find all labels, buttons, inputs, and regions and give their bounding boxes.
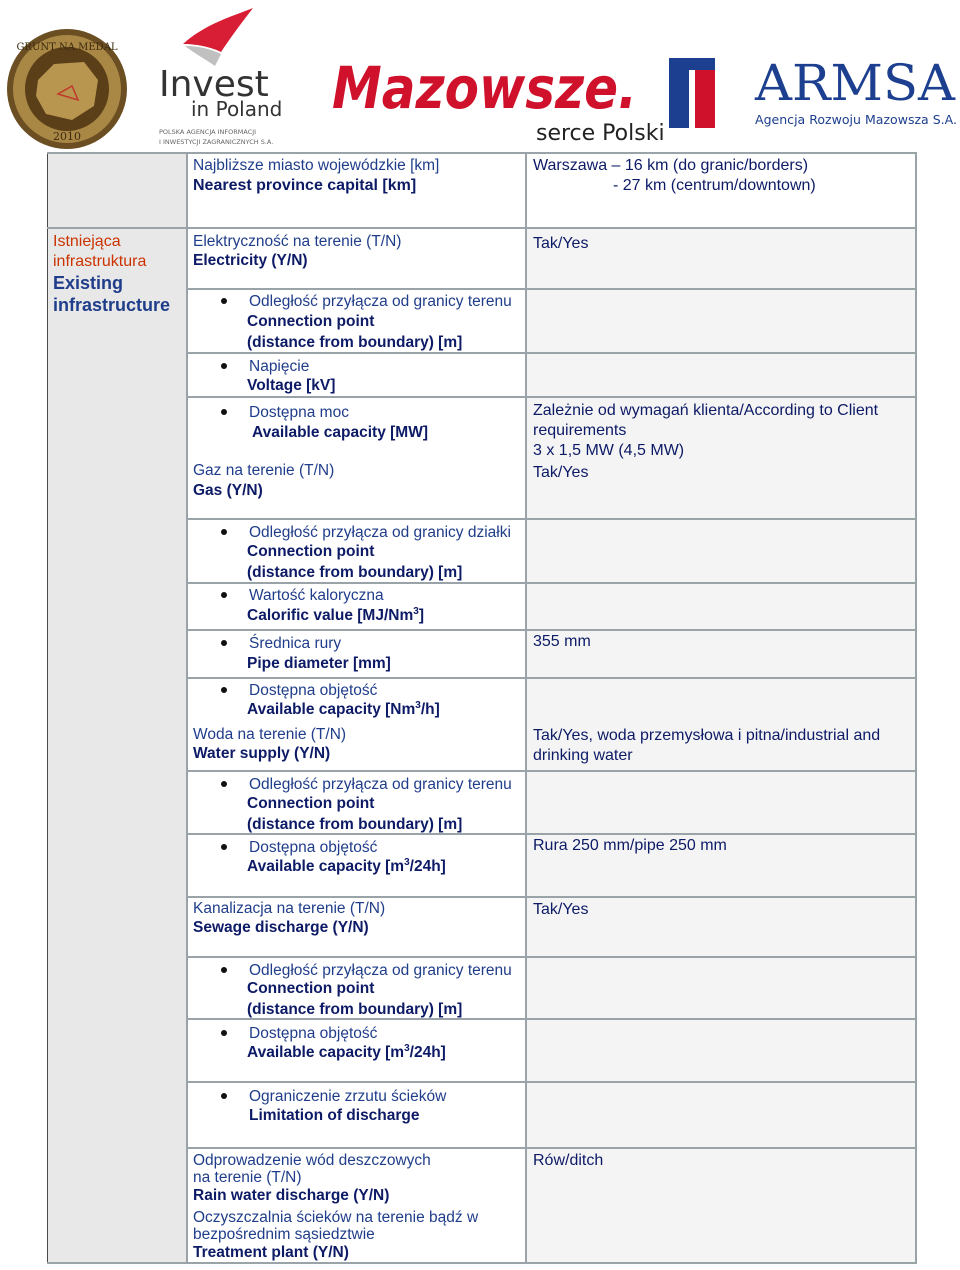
electricity-capacity-value-2: requirements <box>533 422 627 439</box>
category-column <box>47 152 187 1264</box>
mazowsze-word: Mazowsze. <box>332 54 637 122</box>
invest-word: Invest <box>159 64 269 105</box>
sewage-limit-pl: Ograniczenie zrzutu ścieków <box>249 1088 447 1105</box>
category-label-en-1: Existing <box>53 273 124 293</box>
gas-label-en: Gas (Y/N) <box>193 482 263 499</box>
bullet-icon <box>221 363 227 369</box>
water-capacity-en: Available capacity $[m^3/24h]$ <box>247 856 446 875</box>
invest-subline-1: POLSKA AGENCJA INFORMACJI <box>159 128 257 136</box>
category-label-pl-1: Istniejąca <box>53 233 121 250</box>
electricity-capacity-pl: Dostępna moc <box>249 404 349 421</box>
divider <box>187 677 917 679</box>
divider <box>915 152 917 1264</box>
gas-pipe-value: 355 mm <box>533 633 591 650</box>
seal-top-text: GRUNT NA MEDAL <box>16 42 118 53</box>
electricity-capacity-value-3: 3 x 1,5 MW (4,5 MW) <box>533 442 685 459</box>
water-connection-en-2: (distance from boundary) [m] <box>247 816 463 833</box>
water-capacity-pl: Dostępna objętość <box>249 839 378 856</box>
rain-label-en: Rain water discharge (Y/N) <box>193 1187 390 1204</box>
electricity-voltage-en: Voltage [kV] <box>247 377 336 394</box>
bullet-icon <box>221 1093 227 1099</box>
divider <box>187 352 917 354</box>
gas-capacity-pl: Dostępna objętość <box>249 682 378 699</box>
gas-connection-pl: Odległość przyłącza od granicy działki <box>249 524 511 541</box>
infrastructure-table <box>47 152 917 1264</box>
divider <box>187 582 917 584</box>
capital-label-en: Nearest province capital [km] <box>193 177 417 194</box>
divider <box>47 152 917 154</box>
divider <box>187 288 917 290</box>
bullet-icon <box>221 1030 227 1036</box>
gas-calorific-en: Calorific value [MJ/Nm$^3$] <box>247 605 424 624</box>
water-connection-en-1: Connection point <box>247 795 375 812</box>
treatment-label-en: Treatment plant (Y/N) <box>193 1244 349 1261</box>
value-column <box>527 152 917 1264</box>
gas-connection-en-2: (distance from boundary) [m] <box>247 564 463 581</box>
armsa-subline: Agencja Rozwoju Mazowsza S.A. <box>755 112 957 127</box>
grunt-na-medal-seal-logo <box>6 28 128 150</box>
rain-value: Rów/ditch <box>533 1152 604 1169</box>
electricity-connection-en-2: (distance from boundary) [m] <box>247 334 463 351</box>
divider <box>187 1081 917 1083</box>
in-poland-word: in Poland <box>191 97 283 121</box>
gas-calorific-pl: Wartość kaloryczna <box>249 587 384 604</box>
seal-year: 2010 <box>53 130 81 143</box>
treatment-label-pl-2: bezpośrednim sąsiedztwie <box>193 1226 375 1243</box>
gas-pipe-en: Pipe diameter [mm] <box>247 655 391 672</box>
electricity-connection-pl: Odległość przyłącza od granicy terenu <box>249 293 512 310</box>
capital-value-1: Warszawa – 16 km (do granic/borders) <box>533 157 809 174</box>
armsa-word: ARMSA <box>753 54 956 112</box>
sewage-connection-en-1: Connection point <box>247 980 375 997</box>
divider <box>47 1262 917 1264</box>
serce-polski-word: serce Polski <box>536 121 665 146</box>
bullet-icon <box>221 298 227 304</box>
electricity-label-en: Electricity (Y/N) <box>193 252 308 269</box>
bullet-icon <box>221 640 227 646</box>
water-value-1: Tak/Yes, woda przemysłowa i pitna/industrial and <box>533 727 881 744</box>
water-capacity-value: Rura 250 mm/pipe 250 mm <box>533 837 727 854</box>
electricity-capacity-value-1: Zależnie od wymagań klienta/According to Client <box>533 402 879 419</box>
invest-flag-icon <box>155 6 315 148</box>
bullet-icon <box>221 592 227 598</box>
sewage-capacity-pl: Dostępna objętość <box>249 1025 378 1042</box>
category-label-pl-2: infrastruktura <box>53 253 147 270</box>
water-label-pl: Woda na terenie (T/N) <box>193 726 347 743</box>
divider <box>187 396 917 398</box>
gas-label-pl: Gaz na terenie (T/N) <box>193 462 335 479</box>
sewage-value: Tak/Yes <box>533 901 589 918</box>
divider <box>187 518 917 520</box>
armsa-logo <box>665 48 960 136</box>
divider <box>187 1147 917 1149</box>
divider <box>187 956 917 958</box>
bullet-icon <box>221 967 227 973</box>
divider <box>187 629 917 631</box>
mazowsze-logo <box>330 52 665 148</box>
divider <box>186 152 188 1264</box>
bullet-icon <box>221 844 227 850</box>
invest-in-poland-logo <box>155 6 315 148</box>
gas-capacity-en: Available capacity [Nm$^3$/h] <box>247 699 440 718</box>
rain-label-pl-2: na terenie (T/N) <box>193 1169 302 1186</box>
sewage-label-en: Sewage discharge (Y/N) <box>193 919 369 936</box>
gas-pipe-pl: Średnica rury <box>249 635 342 652</box>
sewage-connection-pl: Odległość przyłącza od granicy terenu <box>249 962 512 979</box>
rain-label-pl-1: Odprowadzenie wód deszczowych <box>193 1152 431 1169</box>
water-value-2: drinking water <box>533 747 633 764</box>
bullet-icon <box>221 529 227 535</box>
sewage-capacity-en: Available capacity $[m^3/24h]$ <box>247 1042 446 1061</box>
bullet-icon <box>221 687 227 693</box>
bullet-icon <box>221 781 227 787</box>
capital-value-2: - 27 km (centrum/downtown) <box>613 177 816 194</box>
category-label-en-2: infrastructure <box>53 295 171 315</box>
divider <box>187 770 917 772</box>
divider <box>525 152 527 1264</box>
treatment-label-pl-1: Oczyszczalnia ścieków na terenie bądź w <box>193 1209 479 1226</box>
sewage-label-pl: Kanalizacja na terenie (T/N) <box>193 900 386 917</box>
bullet-icon <box>221 409 227 415</box>
sewage-connection-en-2: (distance from boundary) [m] <box>247 1001 463 1018</box>
sewage-limit-en: Limitation of discharge <box>249 1107 420 1124</box>
electricity-connection-en-1: Connection point <box>247 313 375 330</box>
electricity-capacity-en: Available capacity [MW] <box>252 424 429 441</box>
electricity-value: Tak/Yes <box>533 235 589 252</box>
electricity-voltage-pl: Napięcie <box>249 358 310 375</box>
capital-label-pl: Najbliższe miasto wojewódzkie [km] <box>193 157 440 174</box>
header-logos <box>0 0 960 152</box>
water-connection-pl: Odległość przyłącza od granicy terenu <box>249 776 512 793</box>
electricity-label-pl: Elektryczność na terenie (T/N) <box>193 233 402 250</box>
divider <box>47 227 917 229</box>
gas-connection-en-1: Connection point <box>247 543 375 560</box>
gas-value: Tak/Yes <box>533 464 589 481</box>
water-label-en: Water supply (Y/N) <box>193 745 331 762</box>
divider <box>187 896 917 898</box>
invest-subline-2: I INWESTYCJI ZAGRANICZNYCH S.A. <box>159 138 274 146</box>
